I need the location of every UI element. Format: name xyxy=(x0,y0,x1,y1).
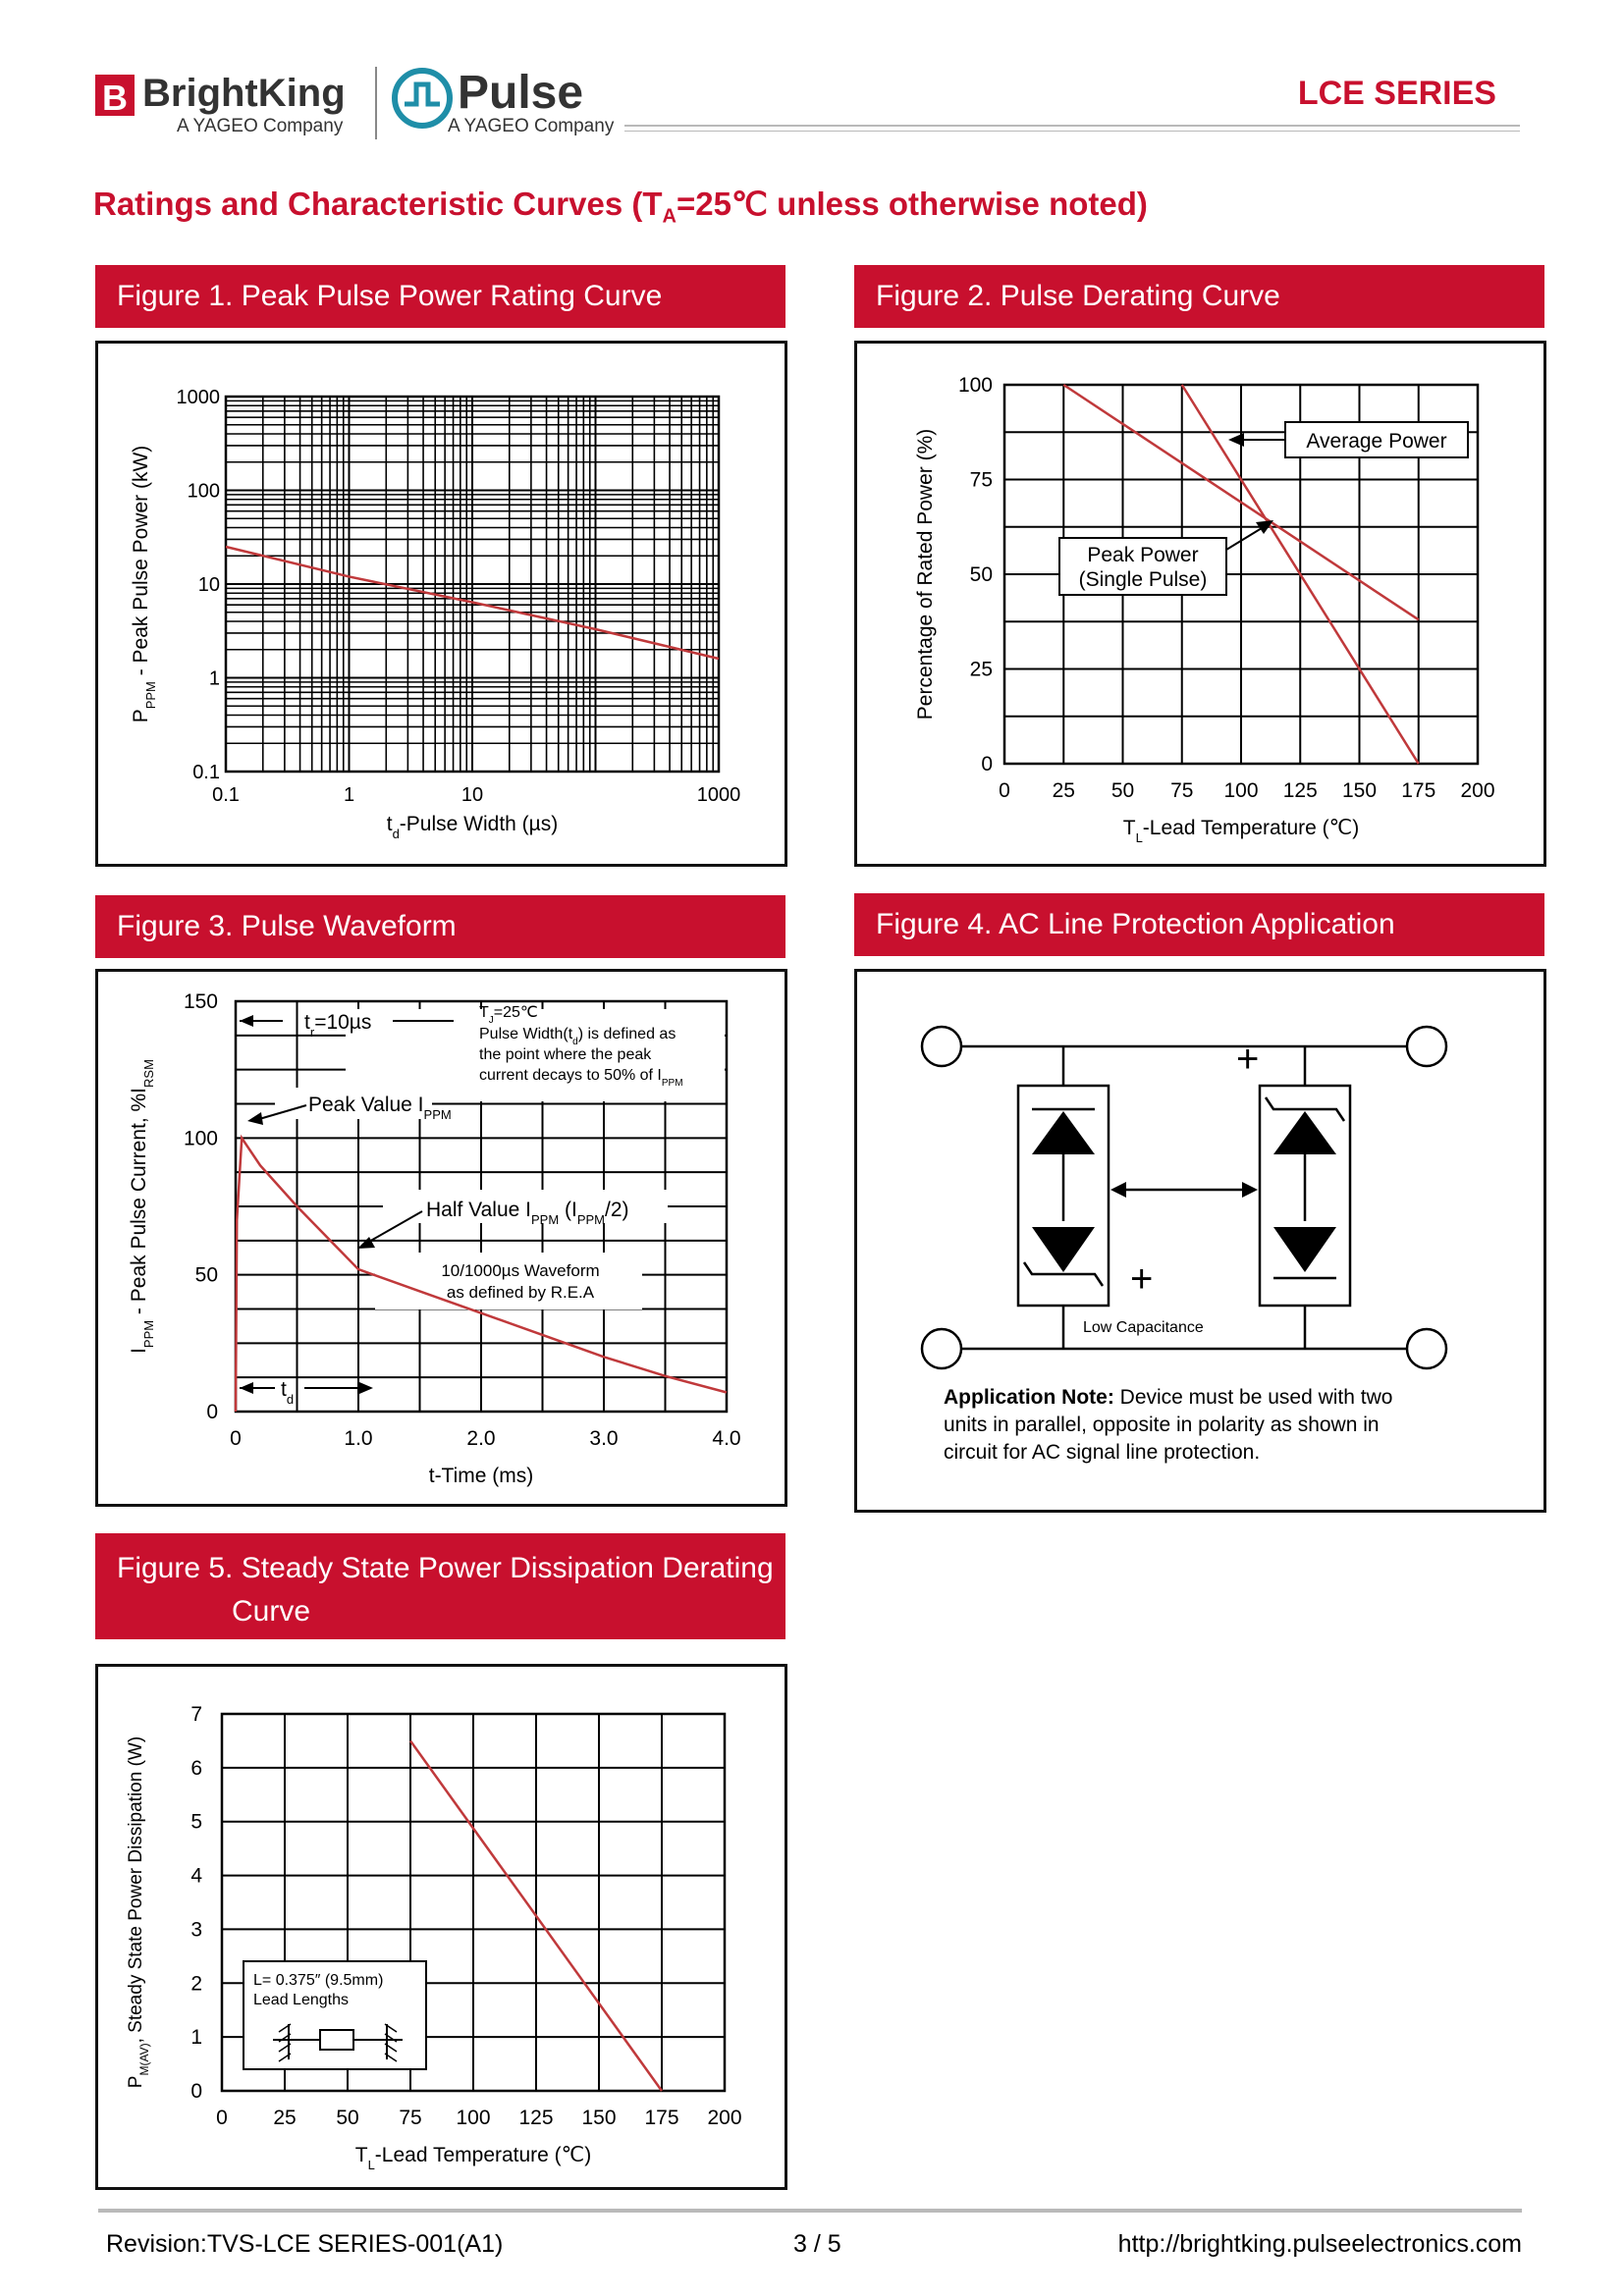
x-tick-label: 50 xyxy=(336,2107,359,2129)
section-title-b: =25℃ unless otherwise noted) xyxy=(676,186,1148,222)
x-tick-label: 0.1 xyxy=(212,784,240,806)
plus-right-device: + xyxy=(1236,1038,1260,1081)
x-tick-label: 50 xyxy=(1110,779,1135,802)
footer-url: http://brightking.pulseelectronics.com xyxy=(1117,2230,1522,2258)
x-axis-label xyxy=(429,1465,534,1487)
application-note-line3: circuit for AC signal line protection. xyxy=(944,1441,1261,1464)
figure1-box xyxy=(95,341,787,867)
x-tick-label: 75 xyxy=(399,2107,422,2129)
figure1-title: Figure 1. Peak Pulse Power Rating Curve xyxy=(95,265,785,328)
x-tick-label: 0 xyxy=(230,1427,242,1450)
x-tick-label: 150 xyxy=(581,2107,617,2129)
tr-label-sub: r xyxy=(309,1024,315,1040)
td-label-a: t xyxy=(281,1378,287,1401)
brightking-name: BrightKing xyxy=(142,72,346,115)
average-power-arrowhead xyxy=(1228,433,1244,447)
y-tick-label: 0.1 xyxy=(192,762,220,783)
x-tick-label: 200 xyxy=(707,2107,742,2129)
figure5-chart xyxy=(98,1667,785,2187)
tvs-up-icon xyxy=(1273,1111,1336,1154)
note-line2: the point where the peak xyxy=(479,1046,652,1063)
figure3-box xyxy=(95,969,787,1507)
tj-label-b: =25℃ xyxy=(493,1004,538,1021)
footer-revision: Revision:TVS-LCE SERIES-001(A1) xyxy=(106,2230,504,2258)
x-tick-label: 100 xyxy=(1223,779,1259,802)
y-axis-label-sub: PPM xyxy=(140,1319,156,1349)
footer-rule xyxy=(98,2209,1522,2213)
y-axis-label-b: - Peak Pulse Power (kW) xyxy=(130,445,152,682)
x-axis-label xyxy=(1123,817,1360,845)
figure4-title: Figure 4. AC Line Protection Application xyxy=(854,893,1544,956)
tr-arrowhead xyxy=(240,1015,253,1027)
x-tick-label: 0 xyxy=(999,779,1010,802)
figure4-circuit xyxy=(857,972,1543,1510)
y-axis-label xyxy=(126,1736,151,2088)
y-tick-label: 0 xyxy=(190,2080,202,2103)
peak-value-label-sub: PPM xyxy=(423,1106,452,1122)
plus-left-device: + xyxy=(1130,1257,1154,1301)
x-tick-label: 25 xyxy=(1052,779,1075,802)
x-axis-label-a: t-Time (ms) xyxy=(428,1465,534,1487)
x-axis-label-b: -Lead Temperature (℃) xyxy=(1142,817,1360,839)
y-axis-label-a: P xyxy=(130,709,152,723)
y-axis-label-sub2: RSM xyxy=(140,1059,156,1088)
section-title xyxy=(93,185,1148,229)
terminal-top-left xyxy=(922,1027,961,1066)
terminal-bottom-right xyxy=(1407,1329,1446,1368)
x-axis-label xyxy=(355,2144,592,2172)
x-axis-label-b: -Pulse Width (µs) xyxy=(399,813,559,835)
wave-note-line1: 10/1000µs Waveform xyxy=(441,1261,600,1280)
y-tick-label: 1 xyxy=(208,667,220,690)
application-note-line1 xyxy=(944,1386,1392,1409)
wave-note-line2: as defined by R.E.A xyxy=(446,1283,595,1302)
x-axis-label xyxy=(387,813,559,841)
x-tick-label: 1.0 xyxy=(344,1427,373,1450)
figure5-title xyxy=(95,1533,785,1639)
y-tick-label: 100 xyxy=(187,480,220,503)
x-axis-label-a: t xyxy=(386,813,393,835)
x-tick-label: 125 xyxy=(1282,779,1318,802)
x-tick-label: 175 xyxy=(644,2107,679,2129)
peak-power-label-line2: (Single Pulse) xyxy=(1078,568,1208,591)
logo-divider xyxy=(375,67,377,139)
double-arrow-right-head xyxy=(1242,1182,1258,1198)
td-arrowhead-left xyxy=(240,1382,253,1394)
y-tick-label: 10 xyxy=(197,574,220,596)
note-line3-a: current decays to 50% of I xyxy=(479,1067,662,1084)
figure5-title-line1: Figure 5. Steady State Power Dissipation Derating xyxy=(117,1552,774,1584)
figure5-title-line2: Curve xyxy=(232,1595,311,1628)
note-line1-sub: d xyxy=(572,1036,578,1047)
series-title: LCE SERIES xyxy=(1297,75,1496,112)
note-line1-b: ) is defined as xyxy=(577,1026,677,1042)
y-tick-label: 0 xyxy=(206,1401,218,1423)
figure5-box xyxy=(95,1664,787,2190)
y-tick-label: 0 xyxy=(981,753,993,775)
x-tick-label: 1 xyxy=(343,784,355,806)
y-tick-label: 50 xyxy=(969,563,993,586)
footer-page: 3 / 5 xyxy=(793,2230,841,2258)
x-axis-label-sub: L xyxy=(367,2157,375,2172)
y-axis-label-a: I xyxy=(128,1348,150,1354)
diode-down-icon xyxy=(1273,1227,1336,1272)
x-axis-label-b: -Lead Temperature (℃) xyxy=(374,2144,592,2166)
td-label-sub: d xyxy=(286,1391,295,1407)
figure2-box xyxy=(854,341,1546,867)
x-tick-label: 4.0 xyxy=(712,1427,741,1450)
y-tick-label: 3 xyxy=(190,1918,202,1942)
average-power-label: Average Power xyxy=(1306,430,1447,453)
pulse-logo xyxy=(391,61,626,145)
y-axis-label-b: , Steady State Power Dissipation (W) xyxy=(126,1735,146,2044)
y-tick-label: 5 xyxy=(190,1810,202,1834)
x-axis-label-a: T xyxy=(354,2144,368,2166)
x-axis-label-sub: d xyxy=(392,826,400,841)
figure3-chart xyxy=(98,972,785,1504)
component-body-icon xyxy=(320,2030,353,2050)
half-value-label-b: (I xyxy=(559,1199,577,1221)
half-value-label-sub: PPM xyxy=(531,1211,560,1227)
section-title-a: Ratings and Characteristic Curves (T xyxy=(93,186,663,222)
x-tick-label: 2.0 xyxy=(466,1427,496,1450)
figure3-title: Figure 3. Pulse Waveform xyxy=(95,895,785,958)
pulse-name: Pulse xyxy=(458,67,584,119)
svg-text:B: B xyxy=(102,78,128,118)
tvs-down-icon xyxy=(1032,1227,1095,1272)
x-tick-label: 100 xyxy=(456,2107,491,2129)
y-tick-label: 1000 xyxy=(176,387,220,408)
application-note-label: Application Note: xyxy=(944,1386,1114,1409)
y-axis-label-sub: PPM xyxy=(142,681,158,710)
x-tick-label: 25 xyxy=(273,2107,297,2129)
section-title-sub: A xyxy=(662,205,677,228)
pulse-sub: A YAGEO Company xyxy=(448,116,615,136)
y-tick-label: 1 xyxy=(190,2026,202,2050)
y-tick-label: 6 xyxy=(190,1756,202,1780)
y-axis-label xyxy=(914,429,937,720)
application-note-line2: units in parallel, opposite in polarity as shown in xyxy=(944,1414,1380,1436)
y-tick-label: 75 xyxy=(969,468,993,492)
y-tick-label: 25 xyxy=(969,658,993,681)
y-tick-label: 7 xyxy=(190,1703,202,1726)
lead-length-line2: Lead Lengths xyxy=(253,1992,349,2008)
peak-value-label-a: Peak Value I xyxy=(308,1094,424,1116)
figure2-title: Figure 2. Pulse Derating Curve xyxy=(854,265,1544,328)
y-tick-label: 100 xyxy=(957,374,993,397)
note-line1-a: Pulse Width(t xyxy=(479,1026,573,1042)
x-axis-label-a: T xyxy=(1122,817,1136,839)
x-tick-label: 75 xyxy=(1170,779,1194,802)
terminal-bottom-left xyxy=(922,1329,961,1368)
x-tick-label: 200 xyxy=(1460,779,1495,802)
y-tick-label: 50 xyxy=(194,1263,218,1287)
td-arrowhead-right xyxy=(359,1382,373,1394)
tj-label-a: T xyxy=(479,1004,489,1021)
x-tick-label: 3.0 xyxy=(589,1427,619,1450)
low-capacitance-label: Low Capacitance xyxy=(1083,1319,1204,1336)
y-axis-label-sub: M(AV) xyxy=(137,2043,151,2076)
y-tick-label: 2 xyxy=(190,1972,202,1996)
y-tick-label: 100 xyxy=(183,1127,218,1150)
y-axis-label-b: - Peak Pulse Current, %I xyxy=(128,1087,150,1320)
figure4-box xyxy=(854,969,1546,1513)
x-tick-label: 150 xyxy=(1341,779,1378,802)
lead-length-line1: L= 0.375″ (9.5mm) xyxy=(253,1972,384,1989)
x-tick-label: 125 xyxy=(518,2107,554,2129)
half-value-label-sub2: PPM xyxy=(576,1211,606,1227)
x-tick-label: 175 xyxy=(1401,779,1436,802)
td-label xyxy=(281,1378,294,1407)
note-line3-sub: PPM xyxy=(661,1077,683,1089)
peak-power-label-line1: Peak Power xyxy=(1087,544,1199,566)
application-note-text: Device must be used with two xyxy=(1113,1386,1393,1409)
brightking-sub: A YAGEO Company xyxy=(177,116,344,136)
tr-label-b: =10µs xyxy=(314,1011,372,1034)
x-tick-label: 0 xyxy=(216,2107,228,2129)
header-rule xyxy=(624,125,1520,132)
terminal-top-right xyxy=(1407,1027,1446,1066)
y-axis-label-a: P xyxy=(126,2075,146,2089)
y-axis-label xyxy=(130,446,158,723)
x-tick-label: 10 xyxy=(460,784,484,806)
brightking-logo xyxy=(93,67,358,145)
peak-arrowhead xyxy=(247,1112,263,1125)
y-axis-label-a: Percentage of Rated Power (%) xyxy=(914,428,937,721)
half-value-label-c: /2) xyxy=(605,1199,629,1221)
y-tick-label: 150 xyxy=(183,990,218,1013)
pulse-logo-mark xyxy=(391,61,626,145)
double-arrow-left-head xyxy=(1110,1182,1126,1198)
x-axis-label-sub: L xyxy=(1135,829,1143,845)
y-tick-label: 4 xyxy=(190,1864,202,1888)
half-value-label-a: Half Value I xyxy=(426,1199,531,1221)
brightking-logo-mark xyxy=(93,67,358,145)
figure2-chart xyxy=(857,344,1543,864)
figure1-chart xyxy=(98,344,785,864)
diode-up-icon xyxy=(1032,1111,1095,1154)
tr-label-a: t xyxy=(304,1011,310,1034)
peak-power-arrow xyxy=(1226,528,1262,550)
half-arrowhead xyxy=(357,1237,375,1249)
y-axis-label xyxy=(128,1059,156,1354)
x-tick-label: 1000 xyxy=(696,784,741,806)
tj-label-sub: J xyxy=(488,1014,494,1026)
